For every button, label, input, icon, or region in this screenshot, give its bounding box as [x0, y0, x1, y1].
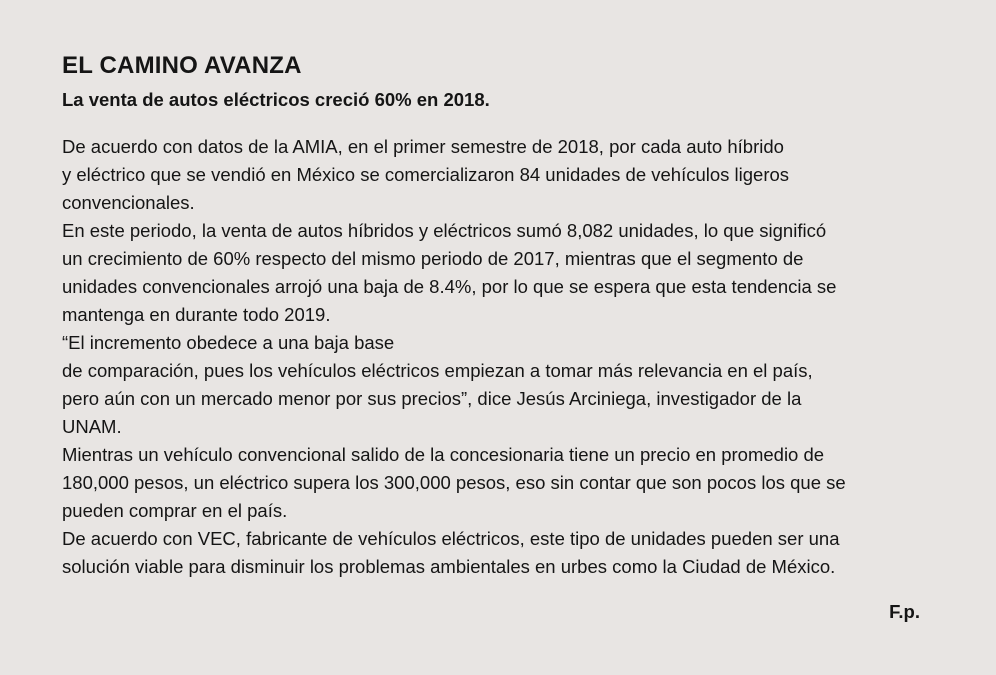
- body-line-14: pueden comprar en el país.: [62, 500, 288, 521]
- body-line-7: mantenga en durante todo 2019.: [62, 304, 331, 325]
- body-line-9: de comparación, pues los vehículos eléctricos empiezan a tomar más relevancia en el país,: [62, 360, 813, 381]
- body-line-15: De acuerdo con VEC, fabricante de vehículos eléctricos, este tipo de unidades pueden ser una: [62, 528, 840, 549]
- article-subtitle: La venta de autos eléctricos creció 60% en 2018.: [62, 89, 490, 110]
- body-line-1: De acuerdo con datos de la AMIA, en el primer semestre de 2018, por cada auto híbrido: [62, 136, 784, 157]
- body-line-12: Mientras un vehículo convencional salido de la concesionaria tiene un precio en promedio de: [62, 444, 825, 465]
- body-line-3: convencionales.: [62, 192, 195, 213]
- body-line-16: solución viable para disminuir los problemas ambientales en urbes como la Ciudad de México.: [62, 556, 836, 577]
- body-line-8: “El incremento obedece a una baja base: [62, 332, 395, 353]
- photo-credit: F.p.: [889, 601, 920, 622]
- article-title: EL CAMINO AVANZA: [62, 52, 302, 79]
- body-line-10: pero aún con un mercado menor por sus precios”, dice Jesús Arciniega, investigador de la: [62, 388, 802, 409]
- body-line-4: En este periodo, la venta de autos híbridos y eléctricos sumó 8,082 unidades, lo que significó: [62, 220, 827, 241]
- body-line-6: unidades convencionales arrojó una baja de 8.4%, por lo que se espera que esta tendencia se: [62, 276, 837, 297]
- article-body: [62, 133, 932, 581]
- body-line-11: UNAM.: [62, 416, 122, 437]
- body-line-13: 180,000 pesos, un eléctrico supera los 300,000 pesos, eso sin contar que son pocos los que se: [62, 472, 846, 493]
- body-line-5: un crecimiento de 60% respecto del mismo periodo de 2017, mientras que el segmento de: [62, 248, 804, 269]
- body-line-2: y eléctrico que se vendió en México se comercializaron 84 unidades de vehículos ligeros: [62, 164, 790, 185]
